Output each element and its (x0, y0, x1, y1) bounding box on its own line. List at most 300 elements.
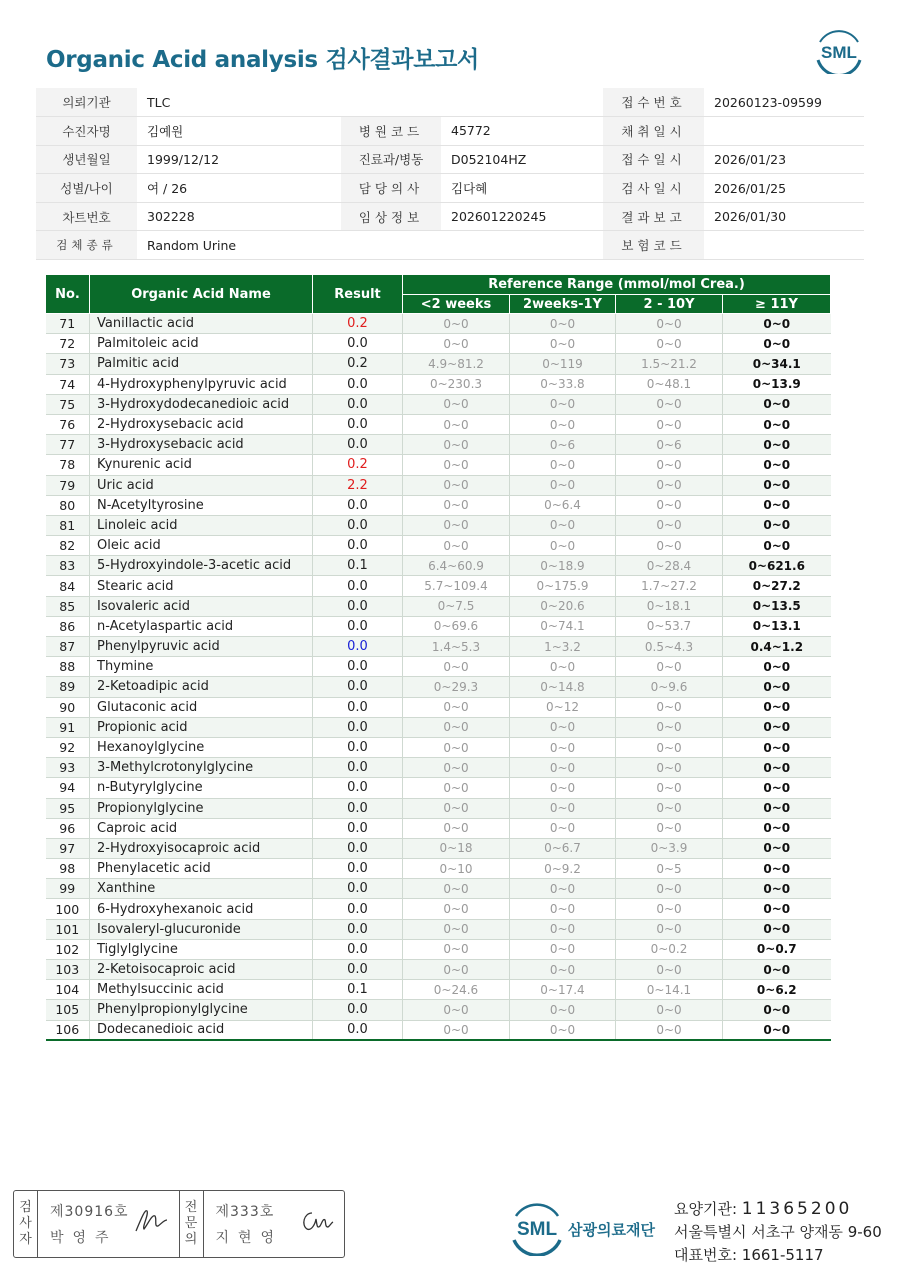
range-under-2-weeks: 0~18 (403, 838, 510, 858)
row-number: 74 (46, 374, 90, 394)
acid-name: 2-Hydroxysebacic acid (90, 414, 313, 434)
range-2-10y: 0~0 (616, 536, 723, 556)
info-value: Random Urine (137, 231, 341, 260)
range-under-2-weeks: 0~0 (403, 394, 510, 414)
range-11y-plus: 0~0 (723, 1000, 831, 1020)
result-value: 0.0 (313, 737, 403, 757)
table-row (46, 879, 831, 899)
range-2-10y: 0~0 (616, 879, 723, 899)
range-11y-plus: 0~13.9 (723, 374, 831, 394)
result-value: 0.0 (313, 414, 403, 434)
row-number: 86 (46, 616, 90, 636)
row-number: 88 (46, 657, 90, 677)
patient-info-table (36, 88, 864, 260)
table-row (46, 758, 831, 778)
range-11y-plus: 0~0 (723, 798, 831, 818)
institution-code-value: 11365200 (741, 1199, 853, 1219)
range-2-10y: 1.5~21.2 (616, 354, 723, 374)
row-number: 75 (46, 394, 90, 414)
range-11y-plus: 0~0 (723, 394, 831, 414)
acid-name: Vanillactic acid (90, 314, 313, 334)
table-row (46, 515, 831, 535)
info-label: 임상정보 (341, 202, 441, 231)
row-number: 100 (46, 899, 90, 919)
range-2weeks-1y: 0~0 (510, 314, 616, 334)
range-11y-plus: 0~0 (723, 334, 831, 354)
result-value: 0.0 (313, 616, 403, 636)
range-11y-plus: 0~0 (723, 515, 831, 535)
table-row (46, 717, 831, 737)
result-value: 0.0 (313, 596, 403, 616)
range-11y-plus: 0~0 (723, 455, 831, 475)
range-11y-plus: 0~0 (723, 919, 831, 939)
range-2weeks-1y: 0~0 (510, 758, 616, 778)
row-number: 80 (46, 495, 90, 515)
info-row (36, 88, 864, 117)
table-row (46, 576, 831, 596)
acid-name: Glutaconic acid (90, 697, 313, 717)
range-2weeks-1y: 0~0 (510, 515, 616, 535)
table-row (46, 374, 831, 394)
examiner-signature (38, 1191, 180, 1257)
range-2-10y: 0~0 (616, 960, 723, 980)
row-number: 82 (46, 536, 90, 556)
range-2-10y: 0~0 (616, 414, 723, 434)
range-under-2-weeks: 0~0 (403, 939, 510, 959)
result-value: 0.0 (313, 637, 403, 657)
row-number: 87 (46, 637, 90, 657)
result-value: 0.0 (313, 960, 403, 980)
range-2weeks-1y: 0~17.4 (510, 980, 616, 1000)
range-2-10y: 0~0 (616, 515, 723, 535)
table-row (46, 1000, 831, 1020)
range-under-2-weeks: 0~0 (403, 475, 510, 495)
examiner-name: 박영주 (50, 1230, 118, 1246)
range-under-2-weeks: 0~0 (403, 435, 510, 455)
info-value (441, 88, 603, 117)
range-2weeks-1y: 0~12 (510, 697, 616, 717)
row-number: 77 (46, 435, 90, 455)
range-under-2-weeks: 0~230.3 (403, 374, 510, 394)
table-row (46, 737, 831, 757)
row-number: 106 (46, 1020, 90, 1040)
range-11y-plus: 0~0 (723, 717, 831, 737)
result-value: 0.2 (313, 314, 403, 334)
signature-box (13, 1190, 345, 1258)
info-label: 차트번호 (36, 202, 137, 231)
result-value: 0.0 (313, 374, 403, 394)
result-value: 0.0 (313, 536, 403, 556)
range-2-10y: 0~3.9 (616, 838, 723, 858)
specialist-license-no: 제333호 (215, 1204, 275, 1220)
info-value: D052104HZ (441, 145, 603, 174)
specialist-signature (204, 1191, 345, 1257)
range-under-2-weeks: 1.4~5.3 (403, 637, 510, 657)
row-number: 97 (46, 838, 90, 858)
range-2weeks-1y: 0~33.8 (510, 374, 616, 394)
range-11y-plus: 0~6.2 (723, 980, 831, 1000)
acid-name: Caproic acid (90, 818, 313, 838)
table-row (46, 536, 831, 556)
specialist-signature-scrawl (298, 1205, 334, 1235)
acid-name: Phenylacetic acid (90, 859, 313, 879)
range-2-10y: 0.5~4.3 (616, 637, 723, 657)
result-value: 0.0 (313, 657, 403, 677)
range-11y-plus: 0~0 (723, 475, 831, 495)
range-2weeks-1y: 0~0 (510, 737, 616, 757)
table-row (46, 697, 831, 717)
table-row (46, 394, 831, 414)
examiner-label: 검 사 자 (14, 1191, 38, 1257)
table-row (46, 778, 831, 798)
range-2weeks-1y: 0~20.6 (510, 596, 616, 616)
range-11y-plus: 0~0 (723, 495, 831, 515)
range-under-2-weeks: 0~0 (403, 879, 510, 899)
range-under-2-weeks: 0~0 (403, 536, 510, 556)
info-label: 채취일시 (603, 117, 704, 146)
info-row (36, 231, 864, 260)
info-row (36, 145, 864, 174)
range-2weeks-1y: 0~6 (510, 435, 616, 455)
info-label: 진료과/병동 (341, 145, 441, 174)
col-header-range-11y-plus: ≥ 11Y (723, 295, 831, 314)
range-2weeks-1y: 1~3.2 (510, 637, 616, 657)
acid-name: Dodecanedioic acid (90, 1020, 313, 1040)
range-2-10y: 0~0 (616, 495, 723, 515)
info-value: TLC (137, 88, 341, 117)
range-11y-plus: 0~27.2 (723, 576, 831, 596)
range-under-2-weeks: 5.7~109.4 (403, 576, 510, 596)
info-value (704, 231, 864, 260)
range-2-10y: 0~0 (616, 1020, 723, 1040)
result-value: 0.0 (313, 919, 403, 939)
result-value: 0.0 (313, 939, 403, 959)
row-number: 79 (46, 475, 90, 495)
institution-code-label: 요양기관: (674, 1200, 742, 1218)
acid-name: Hexanoylglycine (90, 737, 313, 757)
result-value: 0.0 (313, 758, 403, 778)
range-2weeks-1y: 0~18.9 (510, 556, 616, 576)
result-value: 0.0 (313, 1020, 403, 1040)
range-2weeks-1y: 0~0 (510, 778, 616, 798)
phone-number (674, 1244, 824, 1265)
range-under-2-weeks: 0~0 (403, 334, 510, 354)
range-2-10y: 0~18.1 (616, 596, 723, 616)
range-11y-plus: 0~0 (723, 536, 831, 556)
acid-name: Isovaleric acid (90, 596, 313, 616)
info-label: 수진자명 (36, 117, 137, 146)
info-value (704, 117, 864, 146)
result-value: 0.0 (313, 717, 403, 737)
svg-text:SML: SML (821, 43, 857, 62)
row-number: 105 (46, 1000, 90, 1020)
range-2weeks-1y: 0~0 (510, 536, 616, 556)
range-11y-plus: 0~0 (723, 1020, 831, 1040)
organic-acid-results-table (45, 274, 831, 1041)
range-2-10y: 0~0 (616, 475, 723, 495)
acid-name: 6-Hydroxyhexanoic acid (90, 899, 313, 919)
range-2-10y: 0~0 (616, 798, 723, 818)
result-value: 0.0 (313, 818, 403, 838)
col-header-reference-range: Reference Range (mmol/mol Crea.) (403, 275, 831, 295)
range-under-2-weeks: 0~0 (403, 960, 510, 980)
range-11y-plus: 0~0 (723, 737, 831, 757)
acid-name: Tiglylglycine (90, 939, 313, 959)
info-value: 2026/01/25 (704, 174, 864, 203)
result-value: 0.0 (313, 859, 403, 879)
range-2weeks-1y: 0~0 (510, 334, 616, 354)
acid-name: Kynurenic acid (90, 455, 313, 475)
col-header-range-under-2-weeks: <2 weeks (403, 295, 510, 314)
result-value: 0.1 (313, 980, 403, 1000)
table-row (46, 556, 831, 576)
range-2-10y: 0~0 (616, 899, 723, 919)
acid-name: Palmitic acid (90, 354, 313, 374)
range-2weeks-1y: 0~0 (510, 657, 616, 677)
range-under-2-weeks: 0~29.3 (403, 677, 510, 697)
col-header-no: No. (46, 275, 90, 314)
range-2-10y: 1.7~27.2 (616, 576, 723, 596)
range-2-10y: 0~14.1 (616, 980, 723, 1000)
range-11y-plus: 0~0 (723, 879, 831, 899)
range-2-10y: 0~0 (616, 818, 723, 838)
range-2weeks-1y: 0~0 (510, 960, 616, 980)
acid-name: Stearic acid (90, 576, 313, 596)
result-value: 0.0 (313, 394, 403, 414)
info-value: 302228 (137, 202, 341, 231)
table-row (46, 919, 831, 939)
info-label: 접수번호 (603, 88, 704, 117)
row-number: 91 (46, 717, 90, 737)
range-2weeks-1y: 0~0 (510, 475, 616, 495)
result-value: 0.0 (313, 778, 403, 798)
table-row (46, 980, 831, 1000)
acid-name: 2-Ketoadipic acid (90, 677, 313, 697)
range-2weeks-1y: 0~0 (510, 879, 616, 899)
range-2-10y: 0~0 (616, 334, 723, 354)
range-2-10y: 0~0.2 (616, 939, 723, 959)
range-under-2-weeks: 6.4~60.9 (403, 556, 510, 576)
table-row (46, 677, 831, 697)
result-value: 0.0 (313, 1000, 403, 1020)
col-header-result: Result (313, 275, 403, 314)
report-title: Organic Acid analysis 검사결과보고서 (46, 47, 479, 73)
info-label: 검체종류 (36, 231, 137, 260)
acid-name: Propionylglycine (90, 798, 313, 818)
acid-name: Oleic acid (90, 536, 313, 556)
sml-foundation-logo (508, 1200, 566, 1256)
range-11y-plus: 0~0 (723, 414, 831, 434)
sml-logo (812, 30, 866, 74)
range-under-2-weeks: 0~0 (403, 414, 510, 434)
range-under-2-weeks: 0~0 (403, 495, 510, 515)
range-2weeks-1y: 0~6.4 (510, 495, 616, 515)
table-row (46, 818, 831, 838)
table-row (46, 939, 831, 959)
acid-name: 4-Hydroxyphenylpyruvic acid (90, 374, 313, 394)
acid-name: N-Acetyltyrosine (90, 495, 313, 515)
range-2weeks-1y: 0~9.2 (510, 859, 616, 879)
table-row (46, 596, 831, 616)
range-under-2-weeks: 0~0 (403, 919, 510, 939)
range-2weeks-1y: 0~0 (510, 414, 616, 434)
info-label: 접수일시 (603, 145, 704, 174)
row-number: 81 (46, 515, 90, 535)
row-number: 96 (46, 818, 90, 838)
range-11y-plus: 0~0 (723, 677, 831, 697)
result-value: 0.0 (313, 798, 403, 818)
range-2weeks-1y: 0~0 (510, 455, 616, 475)
result-value: 0.2 (313, 455, 403, 475)
acid-name: Isovaleryl-glucuronide (90, 919, 313, 939)
range-under-2-weeks: 0~0 (403, 717, 510, 737)
info-value: 202601220245 (441, 202, 603, 231)
range-2-10y: 0~6 (616, 435, 723, 455)
result-value: 0.0 (313, 576, 403, 596)
range-2weeks-1y: 0~0 (510, 899, 616, 919)
address: 서울특별시 서초구 양재동 9-60 (674, 1223, 882, 1241)
result-value: 0.1 (313, 556, 403, 576)
range-2-10y: 0~0 (616, 1000, 723, 1020)
result-value: 0.0 (313, 879, 403, 899)
info-label (341, 88, 441, 117)
range-under-2-weeks: 0~0 (403, 455, 510, 475)
info-label: 성별/나이 (36, 174, 137, 203)
range-2-10y: 0~53.7 (616, 616, 723, 636)
specialist-label: 전 문 의 (180, 1191, 204, 1257)
row-number: 98 (46, 859, 90, 879)
range-under-2-weeks: 0~0 (403, 1020, 510, 1040)
range-11y-plus: 0~0 (723, 758, 831, 778)
acid-name: 2-Ketoisocaproic acid (90, 960, 313, 980)
row-number: 84 (46, 576, 90, 596)
info-label: 병원코드 (341, 117, 441, 146)
range-11y-plus: 0~0 (723, 435, 831, 455)
range-under-2-weeks: 0~0 (403, 697, 510, 717)
range-2weeks-1y: 0~0 (510, 717, 616, 737)
acid-name: 2-Hydroxyisocaproic acid (90, 838, 313, 858)
table-row (46, 616, 831, 636)
result-value: 0.0 (313, 435, 403, 455)
range-11y-plus: 0~0.7 (723, 939, 831, 959)
range-2-10y: 0~48.1 (616, 374, 723, 394)
table-row (46, 354, 831, 374)
info-value: 김예원 (137, 117, 341, 146)
result-value: 0.0 (313, 838, 403, 858)
range-11y-plus: 0~0 (723, 778, 831, 798)
range-under-2-weeks: 0~0 (403, 737, 510, 757)
result-value: 0.2 (313, 354, 403, 374)
row-number: 93 (46, 758, 90, 778)
range-under-2-weeks: 0~10 (403, 859, 510, 879)
range-2weeks-1y: 0~74.1 (510, 616, 616, 636)
range-2-10y: 0~0 (616, 778, 723, 798)
table-row (46, 475, 831, 495)
row-number: 78 (46, 455, 90, 475)
info-value: 20260123-09599 (704, 88, 864, 117)
phone-value: 1661-5117 (741, 1246, 824, 1264)
range-2weeks-1y: 0~175.9 (510, 576, 616, 596)
row-number: 83 (46, 556, 90, 576)
institution-code (674, 1198, 852, 1219)
range-under-2-weeks: 0~0 (403, 657, 510, 677)
info-label: 결과보고 (603, 202, 704, 231)
table-row (46, 798, 831, 818)
svg-text:SML: SML (516, 1219, 558, 1240)
range-2weeks-1y: 0~0 (510, 394, 616, 414)
info-label: 의뢰기관 (36, 88, 137, 117)
col-header-name: Organic Acid Name (90, 275, 313, 314)
range-under-2-weeks: 0~7.5 (403, 596, 510, 616)
result-value: 0.0 (313, 899, 403, 919)
result-value: 0.0 (313, 495, 403, 515)
range-2-10y: 0~0 (616, 455, 723, 475)
info-label (341, 231, 441, 260)
row-number: 90 (46, 697, 90, 717)
acid-name: Uric acid (90, 475, 313, 495)
table-row (46, 435, 831, 455)
col-header-range-2-10y: 2 - 10Y (616, 295, 723, 314)
info-label: 생년월일 (36, 145, 137, 174)
range-under-2-weeks: 0~0 (403, 778, 510, 798)
range-2-10y: 0~0 (616, 394, 723, 414)
info-value: 김다혜 (441, 174, 603, 203)
row-number: 76 (46, 414, 90, 434)
table-row (46, 657, 831, 677)
range-11y-plus: 0~621.6 (723, 556, 831, 576)
table-row (46, 314, 831, 334)
acid-name: Xanthine (90, 879, 313, 899)
row-number: 72 (46, 334, 90, 354)
range-11y-plus: 0~34.1 (723, 354, 831, 374)
range-2weeks-1y: 0~6.7 (510, 838, 616, 858)
range-under-2-weeks: 0~0 (403, 515, 510, 535)
table-row (46, 838, 831, 858)
range-11y-plus: 0~0 (723, 838, 831, 858)
acid-name: Linoleic acid (90, 515, 313, 535)
info-label: 검사일시 (603, 174, 704, 203)
range-under-2-weeks: 4.9~81.2 (403, 354, 510, 374)
range-2weeks-1y: 0~14.8 (510, 677, 616, 697)
organization-name: 삼광의료재단 (568, 1221, 655, 1239)
result-value: 0.0 (313, 697, 403, 717)
row-number: 102 (46, 939, 90, 959)
table-row (46, 960, 831, 980)
info-label: 담당의사 (341, 174, 441, 203)
info-value: 2026/01/23 (704, 145, 864, 174)
table-row (46, 899, 831, 919)
acid-name: Thymine (90, 657, 313, 677)
range-2weeks-1y: 0~0 (510, 939, 616, 959)
range-2-10y: 0~9.6 (616, 677, 723, 697)
range-under-2-weeks: 0~0 (403, 899, 510, 919)
result-value: 0.0 (313, 334, 403, 354)
result-value: 0.0 (313, 677, 403, 697)
info-row (36, 174, 864, 203)
range-2weeks-1y: 0~0 (510, 798, 616, 818)
row-number: 89 (46, 677, 90, 697)
row-number: 99 (46, 879, 90, 899)
examiner-license-no: 제30916호 (50, 1204, 129, 1220)
acid-name: Phenylpropionylglycine (90, 1000, 313, 1020)
range-under-2-weeks: 0~0 (403, 1000, 510, 1020)
table-row (46, 495, 831, 515)
acid-name: Phenylpyruvic acid (90, 637, 313, 657)
range-under-2-weeks: 0~0 (403, 818, 510, 838)
row-number: 73 (46, 354, 90, 374)
table-row (46, 334, 831, 354)
range-2weeks-1y: 0~0 (510, 1000, 616, 1020)
